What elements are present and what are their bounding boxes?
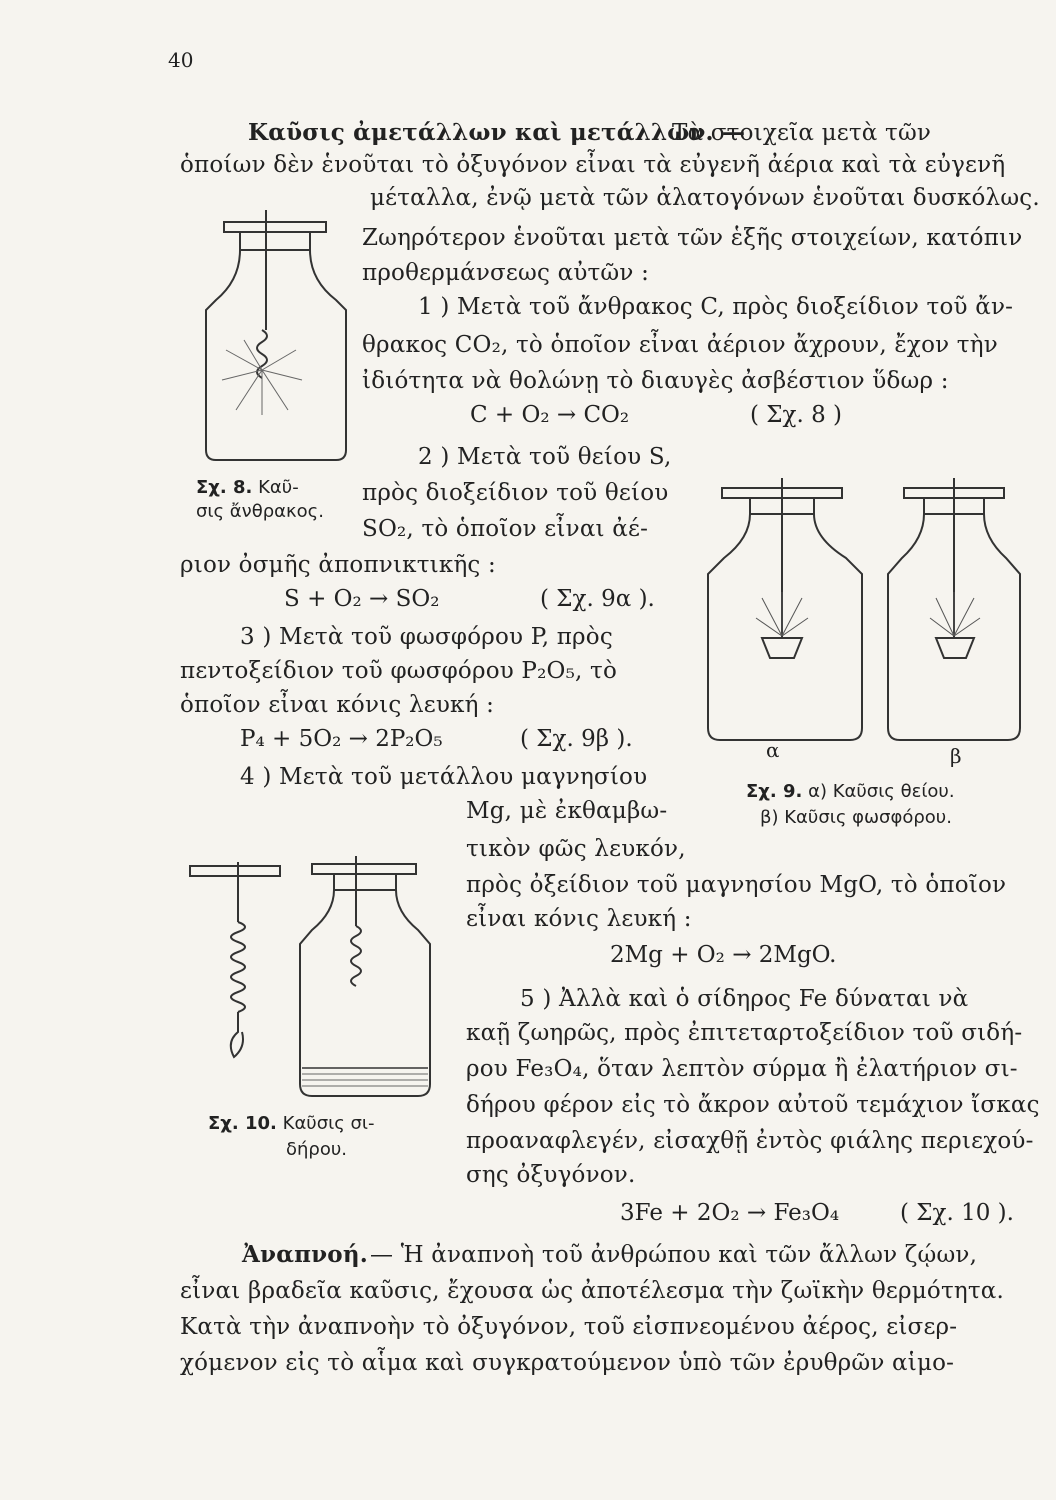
equation-sulfur-ref: ( Σχ. 9α ). [540,586,655,612]
equation-magnesium: 2Mg + O₂ → 2MgO. [610,942,837,968]
fig8-text-2: σις ἄνθρακος. [196,501,324,522]
text-line: χόμενον εἰς τὸ αἷμα καὶ συγκρατούμενον ὑπὸ τῶν ἐρυθρῶν αἱμο- [180,1350,955,1376]
text-line: ὁποίων δὲν ἑνοῦται τὸ ὀξυγόνον εἶναι τὰ εὐγενῆ ἀέρια καὶ τὰ εὐγενῆ [180,152,1006,178]
text-line: θρακος CO₂, τὸ ὁποῖον εἶναι ἀέριον ἄχρουν, ἔχον τὴν [362,332,998,358]
text-line: πρὸς διοξείδιον τοῦ θείου [362,480,669,506]
fig10-label: Σχ. 10. [208,1113,277,1134]
text-line: Mg, μὲ ἐκθαμβω- [466,798,668,824]
equation-phosphorus: P₄ + 5O₂ → 2P₂O₅ [240,726,443,752]
text-line: πρὸς ὀξείδιον τοῦ μαγνησίου MgO, τὸ ὁποῖον [466,872,1007,898]
text-line: Κατὰ τὴν ἀναπνοὴν τὸ ὀξυγόνον, τοῦ εἰσπνεομένου ἀέρος, εἰσερ- [180,1314,958,1340]
fig9-text: α) Καῦσις θείου. [808,781,955,802]
text-line: μέταλλα, ἐνῷ μετὰ τῶν ἁλατογόνων ἑνοῦται δυσκόλως. [370,185,1040,211]
text-line: 5 ) Ἀλλὰ καὶ ὁ σίδηρος Fe δύναται νὰ [520,986,969,1012]
figure-9b-bottle [880,478,1030,748]
text-line: 1 ) Μετὰ τοῦ ἄνθρακος C, πρὸς διοξείδιον τοῦ ἄν- [418,294,1014,320]
text-line: σης ὀξυγόνον. [466,1162,636,1188]
text-line: τικὸν φῶς λευκόν, [466,836,686,862]
text-line: δήρου φέρον εἰς τὸ ἄκρον αὐτοῦ τεμάχιον ἴσκας [466,1092,1040,1118]
section-heading-combustion: Καῦσις ἀμετάλλων καὶ μετάλλων. — [248,119,746,146]
equation-carbon: C + O₂ → CO₂ [470,402,630,428]
text-line: ὁποῖον εἶναι κόνις λευκή : [180,692,495,718]
fig9-label: Σχ. 9. [746,781,803,802]
text-line: SO₂, τὸ ὁποῖον εἶναι ἀέ- [362,516,649,542]
text-line: εἶναι βραδεῖα καῦσις, ἔχουσα ὡς ἀποτέλεσμα τὴν ζωϊκὴν θερμότητα. [180,1278,1005,1304]
equation-iron-ref: ( Σχ. 10 ). [900,1200,1014,1226]
text-line: πεντοξείδιον τοῦ φωσφόρου P₂O₅, τὸ [180,658,617,684]
equation-carbon-ref: ( Σχ. 8 ) [750,402,843,428]
fig9-beta-label: β [950,744,962,768]
figure-10-wire [186,862,286,1112]
text-line: 2 ) Μετὰ τοῦ θείου S, [418,444,672,470]
text-line: ρου Fe₃O₄, ὅταν λεπτὸν σύρμα ἢ ἐλατήριον σι- [466,1056,1018,1082]
text-line: Τὰ στοιχεῖα μετὰ τῶν [672,120,932,146]
text-line: εἶναι κόνις λευκή : [466,906,692,932]
figure-8-bottle [196,210,356,470]
text-line: 3 ) Μετὰ τοῦ φωσφόρου P, πρὸς [240,624,613,650]
figure-9a-bottle [700,478,870,748]
text-line: ἰδιότητα νὰ θολώνῃ τὸ διαυγὲς ἀσβέστιον ὕδωρ : [362,368,949,394]
figure-10-bottle [292,856,442,1106]
fig8-text: Καῦ- [258,477,299,498]
equation-sulfur: S + O₂ → SO₂ [284,586,440,612]
text-line: προθερμάνσεως αὐτῶν : [362,260,650,286]
fig9-text-2: β) Καῦσις φωσφόρου. [760,807,952,828]
fig10-text-2: δήρου. [286,1139,347,1160]
text-line: 4 ) Μετὰ τοῦ μετάλλου μαγνησίου [240,764,648,790]
text-line: — Ἡ ἀναπνοὴ τοῦ ἀνθρώπου καὶ τῶν ἄλλων ζῴων, [370,1242,978,1268]
equation-phosphorus-ref: ( Σχ. 9β ). [520,726,633,752]
text-line: Ζωηρότερον ἑνοῦται μετὰ τῶν ἑξῆς στοιχείων, κατόπιν [362,225,1023,251]
text-line: προαναφλεγέν, εἰσαχθῇ ἐντὸς φιάλης περιεχού- [466,1128,1034,1154]
section-heading-respiration: Ἀναπνοή. [242,1241,368,1268]
page-number: 40 [168,48,194,72]
fig10-text: Καῦσις σι- [282,1113,375,1134]
equation-iron: 3Fe + 2O₂ → Fe₃O₄ [620,1200,840,1226]
text-line: ριον ὀσμῆς ἀποπνικτικῆς : [180,552,496,578]
text-line: καῇ ζωηρῶς, πρὸς ἐπιτεταρτοξείδιον τοῦ σιδή- [466,1020,1023,1046]
fig8-label: Σχ. 8. [196,477,253,498]
fig9-alpha-label: α [766,738,780,762]
